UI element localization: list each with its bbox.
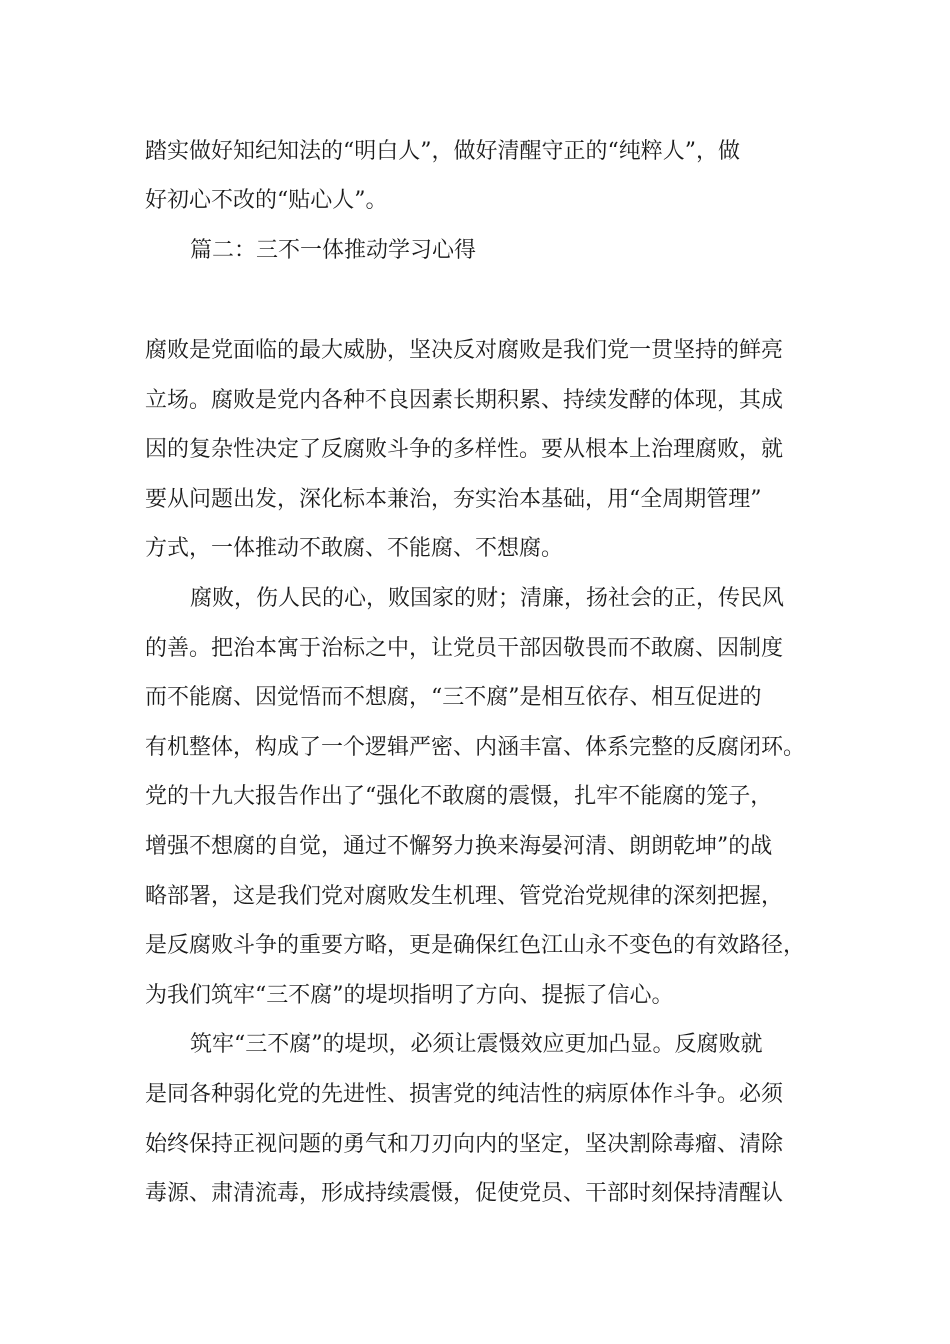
text-line-6: 因的复杂性决定了反腐败斗争的多样性。要从根本上治理腐败，就 [145,437,784,462]
text-line-20: 始终保持正视问题的勇气和刀刃向内的坚定，坚决割除毒瘤、清除 [145,1132,784,1157]
text-line-13: 党的十九大报告作出了“强化不敢腐的震慑，扎牢不能腐的笼子， [145,784,773,809]
text-line-10: 的善。把治本寓于治标之中，让党员干部因敬畏而不敢腐、因制度 [145,636,784,661]
text-line-17: 为我们筑牢“三不腐”的堤坝指明了方向、提振了信心。 [145,983,674,1008]
text-line-4: 腐败是党面临的最大威胁，坚决反对腐败是我们党一贯坚持的鲜亮 [145,338,784,363]
text-line-21: 毒源、肃清流毒，形成持续震慑，促使党员、干部时刻保持清醒认 [145,1181,784,1206]
text-line-15: 略部署，这是我们党对腐败发生机理、管党治党规律的深刻把握， [145,884,784,909]
text-line-14: 增强不想腐的自觉，通过不懈努力换来海晏河清、朗朗乾坤”的战 [145,834,773,859]
section-title: 篇二：三不一体推动学习心得 [190,238,477,263]
text-line-18: 筑牢“三不腐”的堤坝，必须让震慑效应更加凸显。反腐败就 [190,1032,763,1057]
text-line-8: 方式，一体推动不敢腐、不能腐、不想腐。 [145,536,564,561]
text-line-9: 腐败，伤人民的心，败国家的财；清廉，扬社会的正，传民风 [190,586,785,611]
text-line-7: 要从问题出发，深化标本兼治，夯实治本基础，用“全周期管理” [145,487,762,512]
text-line-5: 立场。腐败是党内各种不良因素长期积累、持续发酵的体现，其成 [145,388,784,413]
text-line-19: 是同各种弱化党的先进性、损害党的纯洁性的病原体作斗争。必须 [145,1082,784,1107]
text-line-16: 是反腐败斗争的重要方略，更是确保红色江山永不变色的有效路径， [145,933,806,958]
text-line-1: 踏实做好知纪知法的“明白人”，做好清醒守正的“纯粹人”，做 [145,139,740,164]
text-line-11: 而不能腐、因觉悟而不想腐，“三不腐”是相互依存、相互促进的 [145,685,762,710]
text-line-2: 好初心不改的“贴心人”。 [145,188,388,213]
text-line-12: 有机整体，构成了一个逻辑严密、内涵丰富、体系完整的反腐闭环。 [145,735,806,760]
